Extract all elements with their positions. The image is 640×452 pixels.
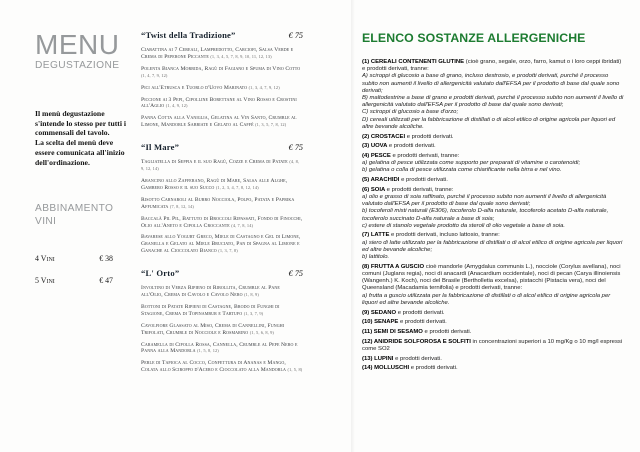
- allergen-subitem: a) siero di latte utilizzato per la fabbricazione di distillati o di alcol etilico di origine agricola per liquori ed altre bevande alcoliche;: [362, 239, 623, 253]
- allergen-item: (13) LUPINI e prodotti derivati.: [362, 355, 442, 362]
- course-header: [141, 30, 303, 40]
- course-section: [141, 268, 303, 374]
- dish-allergen-numbers: (1, 5, 8): [287, 367, 303, 373]
- menu-note-line: Il menù degustazione s'intende lo stesso per tutti i commensali del tavolo.: [35, 109, 127, 138]
- wine-pairing-list: [35, 254, 113, 285]
- allergen-name: (1) CEREALI CONTENENTI GLUTINE: [362, 59, 466, 65]
- dish-allergen-numbers: (1, 3, 4, 5, 7, 8, 9, 10, 11, 12, 13): [210, 53, 272, 59]
- allergen-item: (10) SENAPE e prodotti derivati.: [362, 319, 447, 326]
- wine-option-price: € 47: [99, 276, 113, 286]
- wine-option-label: 5 Vini: [35, 276, 55, 286]
- allergen-name: (11) SEMI DI SESAMO: [362, 328, 425, 335]
- allergen-item: (1) CEREALI CONTENENTI GLUTINE (cioè grano, segale, orzo, farro, kamut o i loro ceppi ibridati) e prodotti derivati, tranne: A) sciroppi di glucosio a base di grano, incluso destrosio, e prodotti derivati, purché il processo subito non aumenti il livello di allergenicità valutato dall'EFSA per il prodotto di base dal quale sono derivati; B) maltodestrine a base di grano e prodotti derivati, purché il processo subito non aumenti il livello di allergenicità valutato dall'EFSA per il prodotto di base dal quale sono derivati; C) sciroppi di glucosio a base d'orzo; D) cereali utilizzati per la fabbricazione di distillati o di alcol etilico di origine agricola per liquori ed altre bevande alcoliche.: [362, 59, 624, 130]
- dish-item: Cavolfiore Glassato al Miso, Crema di Cannellini, Funghi Trifolati, Crumble di Nocciole e Rosmarino (1, 5, 6, 8, 9): [141, 322, 285, 336]
- wine-option: [35, 254, 113, 263]
- wine-option: [35, 276, 113, 285]
- allergen-name: (6) SOIA: [362, 186, 387, 193]
- dish-allergen-numbers: (7, 8, 12, 14): [169, 203, 194, 209]
- course-price: € 75: [288, 269, 303, 279]
- dish-item: Pici all'Etrusca e Tuorlo d'Uovo Marinato (1, 3, 4, 7, 9, 12): [141, 84, 280, 91]
- allergen-name: (2) CROSTACEI: [362, 133, 407, 140]
- course-title: “Il Mare”: [141, 142, 180, 153]
- course-header: [141, 268, 303, 278]
- dish-item: Risotto Carnaroli al Burro Nocciola, Polpo, Patata e Paprika Affumicata (7, 8, 12, 14): [141, 196, 295, 210]
- dish-item: Baccalà Pil Pil, Battuto di Broccoli Ripassati, Fondo di Finocchi, Olio all'Aneto e Cipolla Croccante (4, 7, 8, 14): [141, 215, 303, 229]
- dish-allergen-numbers: (4, 8, 9, 12, 14): [141, 159, 300, 172]
- dish-item: Perle di Tapioca al Cocco, Confettura di Ananas e Mango, Colata allo Sciroppo d'Acero e Cioccolato alla Mandorla (1, 5, 8): [141, 360, 303, 374]
- dish-allergen-numbers: (1, 3, 5, 7, 8, 12): [255, 122, 287, 128]
- dish-allergen-numbers: (1, 4, 9, 12): [165, 103, 188, 109]
- allergen-item: (11) SEMI DI SESAMO e prodotti derivati.: [362, 328, 472, 335]
- dish-allergen-numbers: (1, 8, 9): [244, 292, 259, 298]
- allergen-item: (6) SOIA e prodotti derivati, tranne: a) olio e grasso di soia raffinato, purché il processo subito non aumenti il livello di allergenicità valutato dall'EFSA per il prodotto di base dal quale sono derivati; b) tocoferoli misti naturali (E306), tocoferolo D-alfa naturale, tocoferolo acetato D-alfa naturale, tocoferolo succinato D-alfa naturale a base di soia; c) estere di stanolo vegetale prodotto da steroli di olio vegetale a base di soia.: [362, 187, 625, 230]
- dish-allergen-numbers: (1, 5, 6, 8, 9): [249, 329, 274, 335]
- dish-item: Bottoni di Patate Ripieni di Castagne, Brodo di Funghi di Stagione, Crema di Topinambur e Tartufo (1, 3, 7, 9): [141, 303, 280, 317]
- page-fold: [351, 0, 355, 452]
- courses: [141, 30, 303, 387]
- wine-option-price: € 38: [99, 254, 113, 264]
- dish-item: Involtino di Verza Ripieno di Ribollita, Crumble al Pane all'Olio, Crema di Cavolo e Cavolo Nero (1, 8, 9): [141, 285, 280, 299]
- dish-item: Arancino allo Zafferano, Ragù di Mare, Salsa alle Alghe, Gambero Rosso e il suo Succo (1, 2, 3, 4, 7, 8, 12, 14): [141, 177, 288, 191]
- allergen-item: (3) UOVA e prodotti derivati.: [362, 143, 436, 150]
- allergen-subitem: c) estere di stanolo vegetale prodotto da steroli di olio vegetale a base di soia.: [362, 222, 566, 229]
- allergen-subitem: b) tocoferoli misti naturali (E306), tocoferolo D-alfa naturale, tocoferolo acetato D-alfa naturale, tocoferolo succinato D-alfa naturale a base di soia;: [362, 208, 609, 222]
- dish-item: Bavarese allo Yogurt Greco, Miele di Castagno e Gel di Limone, Granella e Gelato al Miele Bruciato, Pan di Spagna al Limone e Ganache al Cioccolato Bianco (1, 3, 7, 8): [141, 234, 301, 255]
- course-header: [141, 142, 303, 152]
- allergen-list: [362, 59, 625, 372]
- menu-title: MENU: [35, 29, 120, 60]
- allergen-item: (7) LATTE e prodotti derivati, incluso lattosio, tranne: a) siero di latte utilizzato per la fabbricazione di distillati o di alcol etilico di origine agricola per liquori ed altre bevande alcoliche; b) lattitolo.: [362, 232, 625, 261]
- allergen-subitem: D) cereali utilizzati per la fabbricazione di distillati o di alcol etilico di origine agricola per liquori ed altre bevande alcoliche.: [362, 116, 616, 130]
- dish-allergen-numbers: (1, 3, 7, 8): [218, 248, 238, 254]
- allergen-item: (5) ARACHIDI e prodotti derivati.: [362, 177, 448, 184]
- allergen-name: (5) ARACHIDI: [362, 177, 402, 184]
- dish-item: Piccione ai 3 Pepi, Cipolline Borettane al Vino Rosso e Crostini all'Aglio (1, 4, 9, 12): [141, 96, 297, 110]
- allergen-name: (13) LUPINI: [362, 355, 396, 362]
- dish-item: Ciabattina ai 7 Cereali, Lampredotto, Carciofi, Salsa Verde e Crema di Peperone Piccante (1, 3, 4, 5, 7, 8, 9, 10, 11, 12, 13): [141, 47, 294, 60]
- dish-allergen-numbers: (1, 3, 7, 9): [243, 310, 264, 316]
- allergen-subitem: a) olio e grasso di soia raffinato, purché il processo subito non aumenti il livello di allergenicità valutato dall'EFSA per il prodotto di base dal quale sono derivati;: [362, 193, 607, 208]
- dish-allergen-numbers: (1, 2, 3, 4, 7, 8, 12, 14): [215, 184, 259, 190]
- wine-pairing-heading: ABBINAMENTO VINI: [35, 203, 114, 227]
- dish-allergen-numbers: (1, 5, 8, 12): [197, 348, 219, 354]
- dish-allergen-numbers: (1, 3, 4, 7, 9, 12): [248, 84, 280, 90]
- allergen-name: (3) UOVA: [362, 143, 389, 150]
- allergen-list-title: ELENCO SOSTANZE ALLERGENICHE: [362, 31, 586, 45]
- dish-item: Panna Cotta alla Vaniglia, Gelatina al Vin Santo, Crumble al Limone, Mandorle Sabbiate e Gelato al Caffè (1, 3, 5, 7, 8, 12): [141, 115, 297, 129]
- allergen-item: (2) CROSTACEI e prodotti derivati.: [362, 133, 454, 140]
- allergen-item: (9) SEDANO e prodotti derivati.: [362, 309, 445, 316]
- wine-option-label: 4 Vini: [35, 254, 55, 264]
- allergen-name: (10) SENAPE: [362, 319, 400, 326]
- dish-item: Tagliatella di Seppia e il suo Ragù, Cozze e Crema di Patate (4, 8, 9, 12, 14): [141, 159, 300, 172]
- course-price: € 75: [288, 143, 303, 153]
- course-title: “Twist della Tradizione”: [141, 30, 236, 40]
- allergen-subitem: a) gelatina di pesce utilizzata come supporto per preparati di vitamine o carotenoidi;: [362, 160, 581, 167]
- menu-note: [35, 109, 128, 167]
- course-title: “L' Orto”: [141, 268, 180, 279]
- menu-note-line: La scelta del menù deve essere comunicata all'inizio dell'ordinazione.: [35, 138, 125, 167]
- allergen-subitem: b) lattitolo.: [362, 254, 390, 261]
- course-section: [141, 30, 303, 129]
- allergen-item: (12) ANIDRIDE SOLFOROSA E SOLFITI in concentrazioni superiori a 10 mg/Kg o 10 mg/l espressi come SO2: [362, 338, 623, 352]
- allergen-page: [362, 31, 625, 375]
- allergen-name: (4) PESCE: [362, 152, 393, 159]
- allergen-name: (8) FRUTTA A GUSCIO: [362, 263, 426, 270]
- allergen-item: (8) FRUTTA A GUSCIO cioè mandorle (Amygdalus communis L.), nocciole (Corylus avellana), noci comuni (Juglans regia), noci di anacardi (Anacardium occidentale), noci di pecan (Carya illinoiensis (Wangenh.) K. Koch), noci del Brasile (Bertholletia excelsa), pistacchi (Pistacia vera), noci del Queensland (Macadamia ternifolia) e prodotti derivati, tranne: a) frutta a guscio utilizzata per la fabbricazione di distillati o di alcol etilico di origine agricola per liquori ed altre bevande alcoliche.: [362, 264, 625, 307]
- allergen-name: (7) LATTE: [362, 232, 392, 239]
- dish-item: Polenta Bianca Morbida, Ragù di Fagiano e Spuma di Vino Cotto (1, 4, 7, 9, 12): [141, 65, 301, 78]
- allergen-subitem: A) sciroppi di glucosio a base di grano, incluso destrosio, e prodotti derivati, purché il processo subito non aumenti il livello di allergenicità valutato dall'EFSA per il prodotto di base dal quale sono derivati;: [362, 73, 620, 94]
- dish-allergen-numbers: (4, 7, 8, 14): [231, 222, 254, 228]
- course-section: [141, 142, 303, 255]
- allergen-item: (14) MOLLUSCHI e prodotti derivati.: [362, 365, 458, 372]
- dish-item: Caramella di Cipolla Rossa, Cannella, Crumble al Pepe Nero e Panna alla Mandorla (1, 5, 8, 12): [141, 341, 298, 355]
- menu-subtitle: DEGUSTAZIONE: [35, 60, 120, 71]
- allergen-name: (9) SEDANO: [362, 309, 398, 316]
- intro-column: [35, 31, 131, 298]
- allergen-name: (14) MOLLUSCHI: [362, 365, 411, 372]
- allergen-subitem: B) maltodestrine a base di grano e prodotti derivati, purché il processo subito non aumenti il livello di allergenicità valutato dall'EFSA per il prodotto di base dal quale sono derivati;: [362, 95, 624, 109]
- allergen-name: (12) ANIDRIDE SOLFOROSA E SOLFITI: [362, 338, 473, 345]
- allergen-subitem: a) frutta a guscio utilizzata per la fabbricazione di distillati o di alcol etilico di origine agricola per liquori ed altre bevande alcoliche.: [362, 292, 611, 306]
- dish-allergen-numbers: (1, 4, 7, 9, 12): [141, 72, 168, 78]
- allergen-subitem: C) sciroppi di glucosio a base d'orzo;: [362, 109, 459, 116]
- course-price: € 75: [288, 31, 303, 40]
- allergen-item: (4) PESCE e prodotti derivati, tranne: a) gelatina di pesce utilizzata come supporto per preparati di vitamine o carotenoidi; b) gelatina o colla di pesce utilizzata come chiarificante nella birra e nel vino.: [362, 153, 625, 175]
- allergen-subitem: b) gelatina o colla di pesce utilizzata come chiarificante nella birra e nel vino.: [362, 167, 562, 174]
